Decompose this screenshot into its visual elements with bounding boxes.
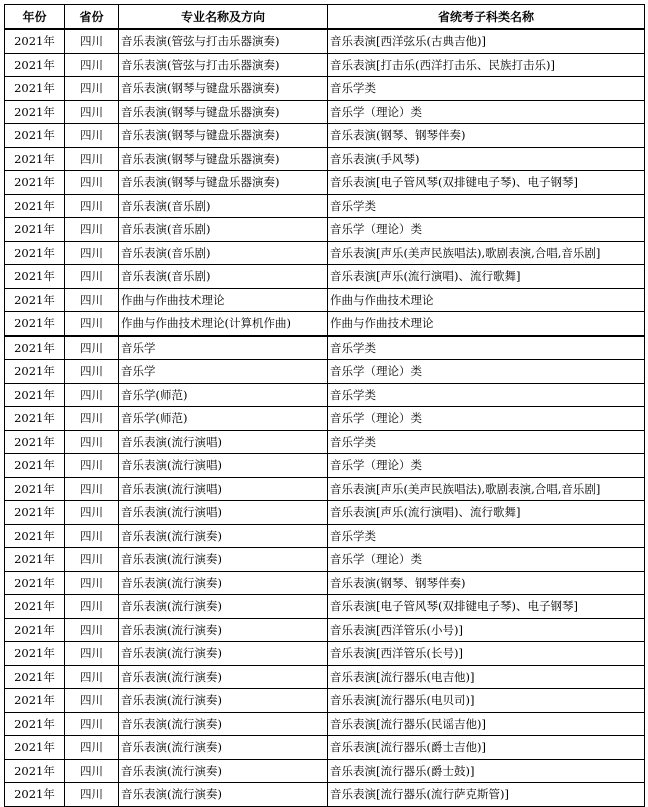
cell-major: 音乐表演(流行演奏) [119, 618, 328, 642]
table-row [5, 171, 645, 195]
table-row [5, 571, 645, 595]
cell-exam-category: 音乐表演[西洋弦乐(古典吉他)] [328, 29, 645, 53]
cell-year: 2021年 [5, 265, 65, 289]
cell-major: 音乐学 [119, 360, 328, 384]
cell-year: 2021年 [5, 53, 65, 77]
cell-province: 四川 [65, 218, 119, 242]
cell-province: 四川 [65, 548, 119, 572]
cell-major: 音乐表演(管弦与打击乐器演奏) [119, 29, 328, 53]
cell-major: 音乐表演(流行演奏) [119, 736, 328, 760]
major-category-table [4, 4, 645, 807]
cell-exam-category: 音乐表演[流行器乐(民谣吉他)] [328, 712, 645, 736]
table-header [5, 5, 645, 30]
table-row [5, 124, 645, 148]
table-row [5, 265, 645, 289]
table-row [5, 501, 645, 525]
cell-year: 2021年 [5, 312, 65, 336]
cell-year: 2021年 [5, 407, 65, 431]
cell-exam-category: 音乐学类 [328, 430, 645, 454]
table-row [5, 595, 645, 619]
cell-exam-category: 音乐表演[声乐(美声民族唱法),歌剧表演,合唱,音乐剧] [328, 241, 645, 265]
cell-province: 四川 [65, 360, 119, 384]
cell-year: 2021年 [5, 454, 65, 478]
table-row [5, 736, 645, 760]
table-row [5, 712, 645, 736]
table-row [5, 783, 645, 807]
table-row [5, 454, 645, 478]
cell-exam-category: 作曲与作曲技术理论 [328, 288, 645, 312]
header-exam-category: 省统考子科类名称 [328, 5, 645, 30]
cell-exam-category: 音乐学（理论）类 [328, 407, 645, 431]
cell-year: 2021年 [5, 171, 65, 195]
cell-province: 四川 [65, 265, 119, 289]
table-row [5, 548, 645, 572]
cell-major: 音乐表演(音乐剧) [119, 194, 328, 218]
cell-province: 四川 [65, 383, 119, 407]
table-row [5, 689, 645, 713]
table-row [5, 241, 645, 265]
cell-province: 四川 [65, 736, 119, 760]
cell-major: 音乐表演(流行演奏) [119, 689, 328, 713]
header-major: 专业名称及方向 [119, 5, 328, 30]
cell-exam-category: 音乐学（理论）类 [328, 454, 645, 478]
cell-exam-category: 音乐学（理论）类 [328, 360, 645, 384]
cell-year: 2021年 [5, 689, 65, 713]
table-row [5, 77, 645, 101]
cell-exam-category: 音乐表演[流行器乐(电吉他)] [328, 665, 645, 689]
cell-exam-category: 音乐表演[流行器乐(电贝司)] [328, 689, 645, 713]
cell-exam-category: 音乐学（理论）类 [328, 548, 645, 572]
table-row [5, 618, 645, 642]
cell-province: 四川 [65, 524, 119, 548]
cell-year: 2021年 [5, 759, 65, 783]
cell-exam-category: 音乐表演[流行器乐(爵士吉他)] [328, 736, 645, 760]
cell-major: 音乐表演(流行演唱) [119, 477, 328, 501]
cell-exam-category: 音乐学类 [328, 336, 645, 360]
cell-major: 音乐学(师范) [119, 383, 328, 407]
cell-year: 2021年 [5, 524, 65, 548]
cell-province: 四川 [65, 454, 119, 478]
table-row [5, 665, 645, 689]
cell-province: 四川 [65, 618, 119, 642]
cell-province: 四川 [65, 241, 119, 265]
cell-province: 四川 [65, 595, 119, 619]
table-row [5, 29, 645, 53]
table-row [5, 336, 645, 360]
cell-year: 2021年 [5, 29, 65, 53]
cell-province: 四川 [65, 783, 119, 807]
cell-major: 音乐表演(流行演奏) [119, 712, 328, 736]
cell-province: 四川 [65, 430, 119, 454]
cell-exam-category: 音乐学类 [328, 77, 645, 101]
cell-exam-category: 作曲与作曲技术理论 [328, 312, 645, 336]
cell-exam-category: 音乐表演[声乐(流行演唱)、流行歌舞] [328, 501, 645, 525]
cell-exam-category: 音乐表演[电子管风琴(双排键电子琴)、电子钢琴] [328, 595, 645, 619]
cell-province: 四川 [65, 288, 119, 312]
cell-province: 四川 [65, 665, 119, 689]
cell-major: 音乐表演(钢琴与键盘乐器演奏) [119, 171, 328, 195]
cell-exam-category: 音乐学（理论）类 [328, 100, 645, 124]
table-row [5, 524, 645, 548]
cell-year: 2021年 [5, 548, 65, 572]
cell-year: 2021年 [5, 501, 65, 525]
cell-exam-category: 音乐表演[流行器乐(流行萨克斯管)] [328, 783, 645, 807]
cell-major: 音乐表演(流行演奏) [119, 665, 328, 689]
cell-major: 音乐表演(钢琴与键盘乐器演奏) [119, 77, 328, 101]
cell-province: 四川 [65, 689, 119, 713]
cell-major: 音乐表演(流行演奏) [119, 548, 328, 572]
table-row [5, 477, 645, 501]
table-row [5, 218, 645, 242]
table-row [5, 312, 645, 336]
cell-year: 2021年 [5, 618, 65, 642]
cell-year: 2021年 [5, 288, 65, 312]
cell-year: 2021年 [5, 100, 65, 124]
cell-major: 音乐学 [119, 336, 328, 360]
cell-major: 音乐表演(流行演奏) [119, 759, 328, 783]
cell-major: 音乐表演(流行演唱) [119, 430, 328, 454]
cell-province: 四川 [65, 407, 119, 431]
cell-major: 音乐表演(流行演奏) [119, 783, 328, 807]
cell-major: 作曲与作曲技术理论(计算机作曲) [119, 312, 328, 336]
cell-province: 四川 [65, 77, 119, 101]
cell-exam-category: 音乐表演[西洋管乐(小号)] [328, 618, 645, 642]
cell-province: 四川 [65, 194, 119, 218]
cell-province: 四川 [65, 477, 119, 501]
cell-major: 音乐表演(音乐剧) [119, 265, 328, 289]
table-row [5, 288, 645, 312]
cell-province: 四川 [65, 501, 119, 525]
cell-exam-category: 音乐表演[电子管风琴(双排键电子琴)、电子钢琴] [328, 171, 645, 195]
cell-year: 2021年 [5, 218, 65, 242]
cell-major: 作曲与作曲技术理论 [119, 288, 328, 312]
cell-exam-category: 音乐表演[声乐(流行演唱)、流行歌舞] [328, 265, 645, 289]
cell-year: 2021年 [5, 241, 65, 265]
cell-major: 音乐表演(流行演奏) [119, 642, 328, 666]
cell-major: 音乐学(师范) [119, 407, 328, 431]
cell-exam-category: 音乐表演(钢琴、钢琴伴奏) [328, 124, 645, 148]
cell-exam-category: 音乐表演[流行器乐(爵士鼓)] [328, 759, 645, 783]
cell-major: 音乐表演(音乐剧) [119, 241, 328, 265]
cell-province: 四川 [65, 759, 119, 783]
cell-major: 音乐表演(钢琴与键盘乐器演奏) [119, 124, 328, 148]
cell-year: 2021年 [5, 595, 65, 619]
cell-exam-category: 音乐学类 [328, 194, 645, 218]
table-body [5, 29, 645, 806]
cell-exam-category: 音乐学类 [328, 383, 645, 407]
cell-province: 四川 [65, 336, 119, 360]
cell-year: 2021年 [5, 430, 65, 454]
cell-year: 2021年 [5, 571, 65, 595]
table-row [5, 100, 645, 124]
cell-exam-category: 音乐表演[声乐(美声民族唱法),歌剧表演,合唱,音乐剧] [328, 477, 645, 501]
table-row [5, 407, 645, 431]
cell-province: 四川 [65, 642, 119, 666]
cell-year: 2021年 [5, 383, 65, 407]
cell-major: 音乐表演(钢琴与键盘乐器演奏) [119, 100, 328, 124]
cell-year: 2021年 [5, 642, 65, 666]
cell-province: 四川 [65, 312, 119, 336]
table-row [5, 430, 645, 454]
table-row [5, 360, 645, 384]
table-row [5, 383, 645, 407]
cell-province: 四川 [65, 712, 119, 736]
cell-province: 四川 [65, 29, 119, 53]
cell-year: 2021年 [5, 147, 65, 171]
cell-year: 2021年 [5, 736, 65, 760]
cell-major: 音乐表演(管弦与打击乐器演奏) [119, 53, 328, 77]
cell-exam-category: 音乐表演[打击乐(西洋打击乐、民族打击乐)] [328, 53, 645, 77]
cell-exam-category: 音乐表演[西洋管乐(长号)] [328, 642, 645, 666]
cell-year: 2021年 [5, 124, 65, 148]
table-row [5, 147, 645, 171]
cell-year: 2021年 [5, 194, 65, 218]
table-row [5, 53, 645, 77]
cell-province: 四川 [65, 53, 119, 77]
header-year: 年份 [5, 5, 65, 30]
cell-exam-category: 音乐学类 [328, 524, 645, 548]
cell-major: 音乐表演(音乐剧) [119, 218, 328, 242]
header-province: 省份 [65, 5, 119, 30]
cell-exam-category: 音乐表演(钢琴、钢琴伴奏) [328, 571, 645, 595]
cell-exam-category: 音乐学（理论）类 [328, 218, 645, 242]
cell-province: 四川 [65, 571, 119, 595]
cell-year: 2021年 [5, 77, 65, 101]
cell-major: 音乐表演(流行演奏) [119, 571, 328, 595]
cell-major: 音乐表演(钢琴与键盘乐器演奏) [119, 147, 328, 171]
cell-year: 2021年 [5, 783, 65, 807]
cell-year: 2021年 [5, 665, 65, 689]
header-row [5, 5, 645, 30]
cell-year: 2021年 [5, 336, 65, 360]
cell-major: 音乐表演(流行演唱) [119, 454, 328, 478]
table-row [5, 759, 645, 783]
table-row [5, 642, 645, 666]
table-row [5, 194, 645, 218]
cell-year: 2021年 [5, 712, 65, 736]
cell-province: 四川 [65, 147, 119, 171]
cell-year: 2021年 [5, 477, 65, 501]
cell-province: 四川 [65, 100, 119, 124]
cell-province: 四川 [65, 171, 119, 195]
cell-major: 音乐表演(流行演奏) [119, 595, 328, 619]
cell-province: 四川 [65, 124, 119, 148]
cell-exam-category: 音乐表演(手风琴) [328, 147, 645, 171]
cell-major: 音乐表演(流行演奏) [119, 524, 328, 548]
cell-year: 2021年 [5, 360, 65, 384]
cell-major: 音乐表演(流行演唱) [119, 501, 328, 525]
